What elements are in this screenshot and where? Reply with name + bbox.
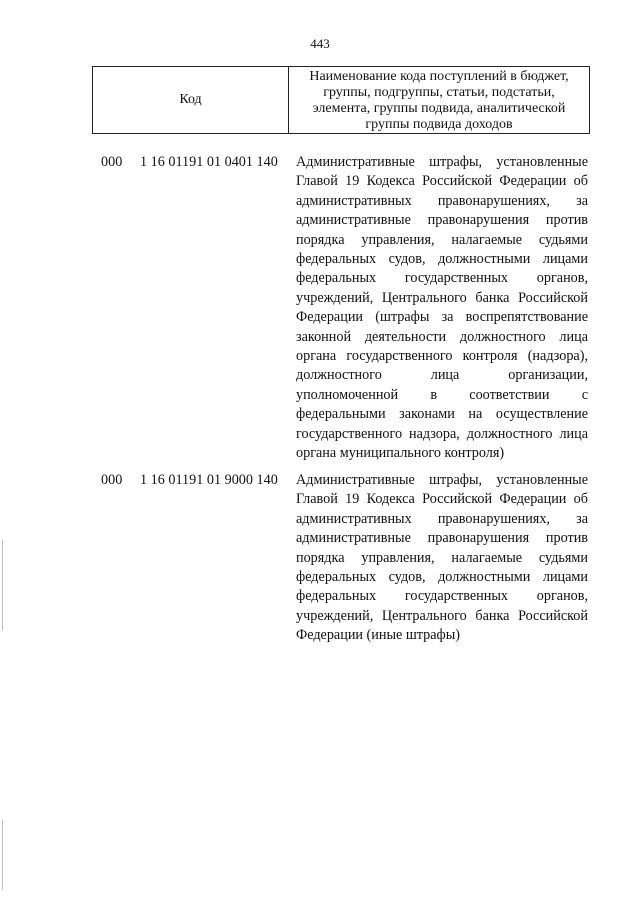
scan-edge-mark — [2, 820, 3, 890]
header-name-column: Наименование кода поступлений в бюджет, группы, подгруппы, статьи, подстатьи, элемента, группы подвида, аналитической группы подвида доходов — [309, 69, 569, 132]
header-code-column: Код — [93, 67, 289, 133]
income-code: 1 16 01191 01 0401 140 — [140, 154, 278, 170]
scan-edge-mark — [2, 540, 3, 630]
admin-code: 000 — [101, 472, 123, 488]
income-description: Административные штрафы, установленные Главой 19 Кодекса Российской Федерации об административных правонарушениях, за административные правонарушения против порядка управления, налагаемые судьями федеральных судов, должностными лицами федеральных государственных органов, учреждений, Центрального банка Российской Федерации (штрафы за воспрепятствование законной деятельности должностного лица органа государственного контроля (надзора), должностного лица организации, уполномоченной в соответствии с федеральными законами на осуществление государственного надзора, должностного лица органа муниципального контроля) — [296, 154, 588, 462]
page-number: 443 — [310, 36, 330, 51]
income-code: 1 16 01191 01 9000 140 — [140, 472, 278, 488]
admin-code: 000 — [101, 154, 123, 170]
table-header — [92, 66, 590, 134]
income-description: Административные штрафы, установленные Главой 19 Кодекса Российской Федерации об административных правонарушениях, за административные правонарушения против порядка управления, налагаемые судьями федеральных судов, должностными лицами федеральных государственных органов, учреждений, Центрального банка Российской Федерации (иные штрафы) — [296, 472, 588, 644]
